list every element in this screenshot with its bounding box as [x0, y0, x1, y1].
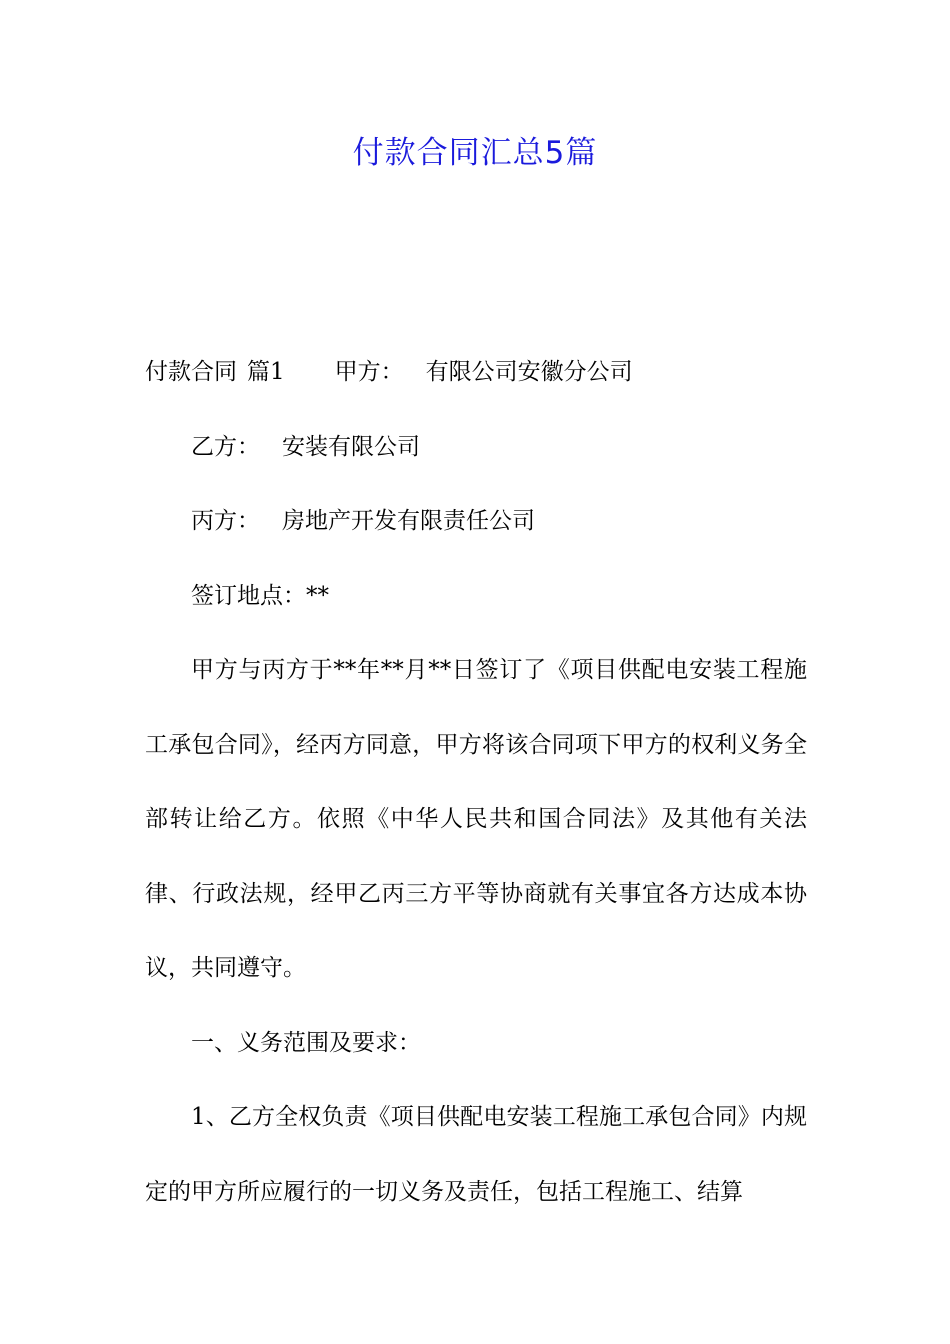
party-c-line [145, 484, 807, 559]
section-number: 篇1 [247, 359, 285, 385]
document-body [145, 335, 807, 1229]
clause-1: 1、乙方全权负责《项目供配电安装工程施工承包合同》内规定的甲方所应履行的一切义务及责任，包括工程施工、结算 [145, 1104, 807, 1205]
section-heading: 一、义务范围及要求： [191, 1029, 421, 1056]
section-label: 付款合同 [145, 359, 237, 385]
party-b-name: 安装有限公司 [282, 433, 420, 460]
sign-place-line: 签订地点：** [191, 582, 329, 609]
party-c-label: 丙方： [191, 508, 260, 534]
party-a-label: 甲方： [334, 359, 404, 385]
party-b-line [145, 410, 807, 485]
document-title: 付款合同汇总5篇 [352, 135, 598, 171]
contract-header-line [145, 335, 807, 410]
intro-paragraph: 甲方与丙方于**年**月**日签订了《项目供配电安装工程施工承包合同》，经丙方同意，甲方将该合同项下甲方的权利义务全部转让给乙方。依照《中华人民共和国合同法》及其他有关法律、行政法规，经甲乙丙三方平等协商就有关事宜各方达成本协议，共同遵守。 [145, 657, 807, 981]
party-c-name: 房地产开发有限责任公司 [282, 508, 535, 534]
party-b-label: 乙方： [191, 433, 260, 460]
party-a-name: 有限公司安徽分公司 [425, 359, 633, 385]
